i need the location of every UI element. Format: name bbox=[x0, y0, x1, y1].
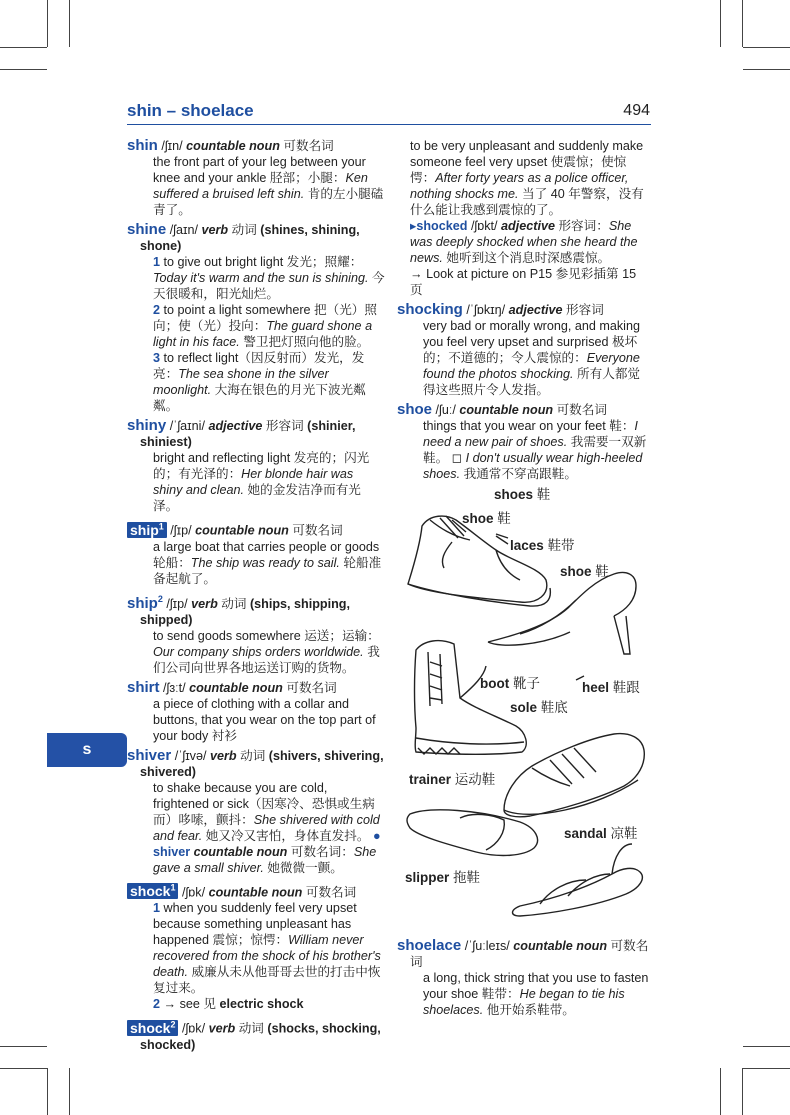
entry-shiny bbox=[127, 418, 385, 514]
sense-3 bbox=[140, 350, 385, 414]
example: Ken suffered a bruised left shin. bbox=[153, 171, 368, 201]
part-of-speech: verb bbox=[209, 748, 237, 763]
definition-text: very bad or morally wrong, and making you feel very upset and surprised 极坏的；不道德的；令人震惊的： bbox=[423, 319, 640, 365]
example-zh: 她又冷又害怕，身体直发抖。 bbox=[205, 828, 370, 843]
crop-mark bbox=[720, 0, 721, 47]
inflections: (shinier, shiniest) bbox=[140, 419, 356, 449]
pronunciation: /ʃɜːt/ bbox=[163, 680, 186, 695]
definition bbox=[140, 450, 385, 514]
label-zh: 鞋 bbox=[595, 564, 609, 579]
definition-text: a large boat that carries people or goods 轮船： bbox=[153, 539, 380, 570]
derivative-pos-zh: 可数名词： bbox=[290, 844, 354, 859]
example-separator: ◻ bbox=[451, 451, 463, 465]
headword: shiny bbox=[127, 417, 167, 434]
part-of-speech: verb bbox=[191, 596, 218, 611]
definition bbox=[410, 318, 651, 398]
derivative-pos: adjective bbox=[501, 219, 555, 233]
definition-text: to point a light somewhere 把（光）照向；使（光）投向： bbox=[153, 303, 377, 333]
headword-box bbox=[127, 883, 178, 899]
part-of-speech-zh: 可数名词 bbox=[283, 139, 334, 153]
label-zh: 拖鞋 bbox=[453, 870, 481, 885]
label-en: laces bbox=[510, 538, 544, 553]
label-laces bbox=[510, 534, 575, 554]
high-heel-drawing bbox=[488, 573, 636, 655]
example: She shivered with cold and fear. bbox=[153, 812, 380, 843]
label-shoe bbox=[462, 507, 511, 527]
crop-mark bbox=[47, 0, 48, 47]
definition-text: when you suddenly feel very upset because something unpleasant has happened 震惊；惊愕： bbox=[153, 901, 357, 948]
label-slipper bbox=[405, 866, 480, 886]
entry-shoelace bbox=[397, 938, 651, 1018]
label-en: slipper bbox=[405, 870, 450, 885]
crop-mark bbox=[743, 69, 790, 70]
example: William never recovered from the shock of his brother's death. bbox=[153, 933, 381, 980]
example: I need a new pair of shoes. bbox=[423, 419, 638, 449]
example: Everyone found the photos shocking. bbox=[423, 351, 640, 381]
part-of-speech: verb bbox=[208, 1021, 236, 1036]
entry-shocking bbox=[397, 302, 651, 398]
example: Our company ships orders worldwide. bbox=[153, 644, 364, 659]
pronunciation: /ʃɪp/ bbox=[170, 523, 192, 538]
entry-shock-2-continued bbox=[397, 138, 651, 298]
pronunciation: /ˈʃɒkɪŋ/ bbox=[466, 303, 506, 317]
sandal-drawing bbox=[513, 844, 643, 916]
headword: shirt bbox=[127, 678, 160, 696]
crop-mark bbox=[0, 1068, 47, 1069]
label-zh: 鞋跟 bbox=[612, 680, 640, 695]
headword: shoe bbox=[397, 401, 433, 418]
example-zh: 我需要一双新鞋。 bbox=[423, 435, 647, 465]
derivative-marker: ▸ bbox=[410, 219, 417, 233]
cross-reference-arrow: → see 见 bbox=[163, 997, 217, 1012]
cross-reference-link[interactable]: electric shock bbox=[219, 997, 304, 1012]
example: The guard shone a light in his face. bbox=[153, 319, 373, 349]
definition-text: a long, thick string that you use to fasten your shoe 鞋带： bbox=[423, 971, 649, 1001]
pronunciation: /ˈʃɪvə/ bbox=[174, 748, 207, 763]
part-of-speech-zh: 动词 bbox=[240, 748, 266, 763]
picture-cross-reference[interactable]: → Look at picture on P15 参见彩插第 15 页 bbox=[410, 267, 637, 297]
sense-number: 1 bbox=[153, 901, 161, 916]
label-en: trainer bbox=[409, 772, 452, 787]
label-en: heel bbox=[582, 680, 610, 695]
definition-text: things that you wear on your feet 鞋： bbox=[423, 419, 635, 433]
right-column bbox=[397, 138, 651, 486]
crop-mark bbox=[69, 1068, 70, 1115]
headword: ship bbox=[130, 521, 159, 538]
label-zh: 鞋 bbox=[497, 511, 511, 526]
example-zh: 威廉从未从他哥哥去世的打击中恢复过来。 bbox=[153, 965, 381, 996]
example-zh: 警卫把灯照向他的脸。 bbox=[243, 335, 370, 349]
shoelace-block bbox=[397, 938, 651, 1022]
derivative-example-zh: 她微微一颤。 bbox=[267, 860, 343, 875]
illustration-title bbox=[494, 483, 550, 503]
headword: shocking bbox=[397, 301, 463, 318]
sense-number: 2 bbox=[153, 997, 161, 1012]
example: I don't usually wear high-heeled shoes. bbox=[423, 451, 643, 481]
crop-mark bbox=[69, 0, 70, 47]
crop-mark bbox=[743, 47, 790, 48]
label-en: sandal bbox=[564, 826, 607, 841]
derivative-example: She gave a small shiver. bbox=[153, 844, 377, 875]
label-en: sole bbox=[510, 700, 538, 715]
label-sandal bbox=[564, 822, 638, 842]
homograph-number: 1 bbox=[158, 521, 164, 531]
part-of-speech: countable noun bbox=[513, 939, 608, 953]
definition-text: to shake because you are cold, frightened or sick（因寒冷、恐惧或生病而）哆嗦，颤抖： bbox=[153, 780, 375, 827]
part-of-speech-zh: 动词 bbox=[221, 596, 247, 611]
trainer-drawing bbox=[504, 734, 644, 817]
example-zh: 我们公司向世界各地运送订购的货物。 bbox=[153, 644, 380, 675]
headword-box bbox=[127, 522, 167, 538]
example: Her blonde hair was shiny and clean. bbox=[153, 467, 354, 497]
label-en: boot bbox=[480, 676, 510, 691]
inflections: (ships, shipping, shipped) bbox=[140, 596, 351, 627]
pronunciation: /ʃɪp/ bbox=[166, 596, 188, 611]
entry-ship-2 bbox=[127, 591, 385, 676]
sense-2 bbox=[140, 996, 385, 1012]
entry-shoe bbox=[397, 402, 651, 482]
example: After forty years as a police officer, nothing shocks me. bbox=[410, 171, 629, 201]
part-of-speech: countable noun bbox=[189, 680, 283, 695]
derivative-pos-zh: 形容词： bbox=[558, 219, 609, 233]
crop-mark bbox=[743, 1046, 790, 1047]
inflections: (shocks, shocking, shocked) bbox=[140, 1021, 381, 1052]
part-of-speech-zh: 可数名词 bbox=[556, 403, 607, 417]
pronunciation: /ʃɒk/ bbox=[181, 885, 206, 900]
inflections: (shivers, shivering, shivered) bbox=[140, 748, 384, 779]
oxford-shoe-drawing bbox=[408, 516, 550, 606]
crop-mark bbox=[720, 1068, 721, 1115]
label-sole bbox=[510, 696, 568, 716]
part-of-speech: countable noun bbox=[208, 885, 303, 900]
pronunciation: /ʃɪn/ bbox=[161, 139, 183, 153]
label-boot bbox=[480, 672, 540, 692]
part-of-speech-zh: 可数名词 bbox=[305, 885, 357, 900]
part-of-speech: countable noun bbox=[459, 403, 554, 417]
example-zh: 肯的左小腿磕青了。 bbox=[153, 187, 384, 217]
label-zh: 鞋底 bbox=[540, 700, 568, 715]
headword: shock bbox=[130, 1019, 171, 1036]
part-of-speech-zh: 可数名词 bbox=[292, 523, 343, 538]
label-zh: 运动鞋 bbox=[454, 772, 496, 787]
definition bbox=[140, 780, 385, 876]
crop-mark bbox=[0, 1046, 47, 1047]
label-heel bbox=[582, 676, 640, 696]
page-number: 494 bbox=[623, 102, 650, 119]
definition-text: to give out bright light 发光；照耀： bbox=[163, 255, 363, 269]
label-high-heel-shoe bbox=[560, 560, 609, 580]
example: The ship was ready to sail. bbox=[190, 555, 340, 570]
label-en: shoes bbox=[494, 487, 534, 502]
part-of-speech: countable noun bbox=[195, 523, 289, 538]
label-zh: 鞋 bbox=[536, 487, 551, 502]
definition-text: to reflect light（因反射而）发光，发亮： bbox=[153, 351, 365, 381]
label-zh: 靴子 bbox=[513, 676, 541, 691]
label-en: shoe bbox=[560, 564, 592, 579]
crop-mark bbox=[47, 1068, 48, 1115]
example-zh: 他开始系鞋带。 bbox=[486, 1003, 575, 1017]
entry-shirt bbox=[127, 680, 385, 744]
headword: shoelace bbox=[397, 937, 462, 954]
example: He began to tie his shoelaces. bbox=[423, 987, 625, 1017]
derivative-pos: countable noun bbox=[193, 844, 288, 859]
definition bbox=[140, 628, 385, 676]
pronunciation: /ʃaɪn/ bbox=[169, 223, 198, 237]
part-of-speech-zh: 动词 bbox=[231, 223, 257, 237]
entry-shock-2 bbox=[127, 1016, 385, 1053]
label-zh: 鞋带 bbox=[547, 538, 575, 553]
sense-number: 2 bbox=[153, 303, 161, 317]
entry-shock-1 bbox=[127, 880, 385, 1013]
entry-ship-1 bbox=[127, 518, 385, 587]
pronunciation: /ˈʃaɪni/ bbox=[169, 419, 205, 433]
pronunciation: /ʃuː/ bbox=[435, 403, 456, 417]
sense-number: 1 bbox=[153, 255, 161, 269]
headword bbox=[127, 595, 163, 612]
headword-box bbox=[127, 1020, 178, 1036]
definition bbox=[140, 539, 385, 587]
derivative-bullet: ● bbox=[372, 828, 381, 843]
derivative-pronunciation: /ʃɒkt/ bbox=[470, 219, 498, 233]
entry-shin bbox=[127, 138, 385, 218]
running-head: shin – shoelace bbox=[127, 101, 254, 120]
definition-text: to send goods somewhere 运送；运输： bbox=[153, 628, 380, 643]
label-en: shoe bbox=[462, 511, 494, 526]
part-of-speech-zh: 形容词 bbox=[265, 419, 304, 433]
label-trainer bbox=[409, 768, 495, 788]
example-zh: 轮船准备起航了。 bbox=[153, 555, 382, 586]
example: Today it's warm and the sun is shining. bbox=[153, 271, 369, 285]
definition-text: a piece of clothing with a collar and buttons, that you wear on the top part of your body 衬衫 bbox=[153, 696, 376, 743]
headword: shine bbox=[127, 221, 167, 238]
headword-text: ship bbox=[127, 594, 158, 612]
example-zh: 所有人都觉得这些照片令人发指。 bbox=[423, 367, 641, 397]
crop-mark bbox=[0, 69, 47, 70]
headword: shock bbox=[130, 883, 171, 900]
example: The sea shone in the silver moonlight. bbox=[153, 367, 329, 397]
left-column bbox=[127, 138, 385, 1057]
pronunciation: /ʃɒk/ bbox=[181, 1021, 206, 1036]
part-of-speech-zh: 可数名词 bbox=[286, 680, 337, 695]
example-zh: 她的金发洁净而有光泽。 bbox=[153, 483, 361, 513]
sense-1 bbox=[140, 254, 385, 302]
part-of-speech: adjective bbox=[508, 303, 563, 317]
homograph-number: 1 bbox=[170, 882, 176, 893]
crop-mark bbox=[0, 47, 47, 48]
headword: shin bbox=[127, 137, 158, 154]
homograph-number: 2 bbox=[157, 593, 163, 604]
sense-2 bbox=[140, 302, 385, 350]
derivative-example-zh: 她听到这个消息时深感震惊。 bbox=[446, 251, 611, 265]
homograph-number: 2 bbox=[170, 1019, 176, 1030]
entry-shine bbox=[127, 222, 385, 414]
derivative-word: shocked bbox=[416, 219, 468, 233]
definition bbox=[410, 418, 651, 482]
definition-text: bright and reflecting light 发亮的；闪光的；有光泽的： bbox=[153, 451, 370, 481]
crop-mark bbox=[742, 0, 743, 47]
part-of-speech: adjective bbox=[208, 419, 263, 433]
part-of-speech-zh: 可数名词 bbox=[410, 939, 649, 969]
example-zh: 我通常不穿高跟鞋。 bbox=[463, 467, 577, 481]
derivative-word: shiver bbox=[153, 844, 191, 859]
part-of-speech-zh: 形容词 bbox=[566, 303, 604, 317]
example-zh: 今天很暖和，阳光灿烂。 bbox=[153, 271, 385, 301]
pronunciation: /ˈʃuːleɪs/ bbox=[464, 939, 510, 953]
thumb-index-tab: s bbox=[47, 733, 127, 767]
crop-mark bbox=[743, 1068, 790, 1069]
part-of-speech-zh: 动词 bbox=[238, 1021, 264, 1036]
example-zh: 当了 40 年警察，没有什么能让我感到震惊的了。 bbox=[410, 187, 644, 217]
part-of-speech: countable noun bbox=[186, 139, 280, 153]
crop-mark bbox=[742, 1068, 743, 1115]
inflections: (shines, shining, shone) bbox=[140, 223, 360, 253]
headword: shiver bbox=[127, 746, 172, 764]
definition-text: the front part of your leg between your knee and your ankle 胫部；小腿： bbox=[153, 155, 366, 185]
shoes-illustration bbox=[400, 476, 654, 938]
sense-number: 3 bbox=[153, 351, 161, 365]
entry-shiver bbox=[127, 748, 385, 876]
definition-text: to be very unpleasant and suddenly make someone feel very upset 使震惊；使惊愕： bbox=[410, 139, 644, 185]
example-zh: 大海在银色的月光下波光粼粼。 bbox=[153, 383, 366, 413]
header-rule bbox=[127, 124, 651, 125]
part-of-speech: verb bbox=[201, 223, 229, 237]
sense-1 bbox=[140, 900, 385, 996]
definition bbox=[140, 154, 385, 218]
derivative-example: She was deeply shocked when she heard the news. bbox=[410, 219, 638, 265]
definition bbox=[410, 970, 651, 1018]
label-zh: 凉鞋 bbox=[610, 826, 638, 841]
